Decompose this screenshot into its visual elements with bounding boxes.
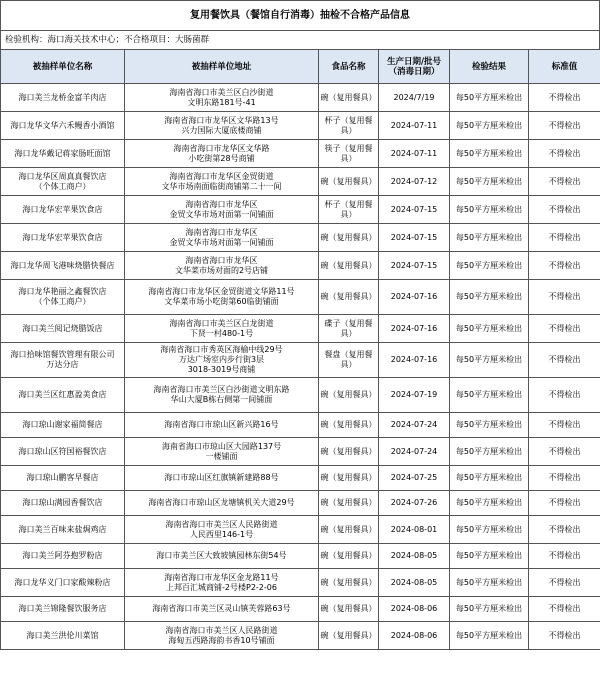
- address-cell: 海口市美兰区大致坡镇园林东街54号: [125, 544, 319, 569]
- date-cell: 2024-07-16: [379, 315, 450, 343]
- food-name-cell: 碗（复用餐具）: [319, 466, 379, 491]
- address-cell: 海口市琼山区红旗镇新建路88号: [125, 466, 319, 491]
- standard-cell: 不得检出: [529, 196, 600, 224]
- unit-name-cell: 海口龙华艳丽之鑫餐饮店 （个体工商户）: [1, 280, 125, 315]
- address-cell: 海南省海口市琼山区大园路137号 一楼铺面: [125, 438, 319, 466]
- unit-name-cell: 海口美兰区红惠盈美食店: [1, 378, 125, 413]
- unit-name-cell: 海口美兰百味来盐焗鸡店: [1, 516, 125, 544]
- date-cell: 2024-08-06: [379, 622, 450, 650]
- standard-cell: 不得检出: [529, 413, 600, 438]
- test-result-cell: 每50平方厘米检出: [450, 280, 529, 315]
- address-cell: 海南省海口市美兰区白沙街道文明东路 华山大厦B栋右侧第一间铺面: [125, 378, 319, 413]
- address-cell: 海南省海口市龙华区 金贸文华市场对面第一间铺面: [125, 196, 319, 224]
- food-name-cell: 碗（复用餐具）: [319, 569, 379, 597]
- test-result-cell: 每50平方厘米检出: [450, 112, 529, 140]
- table-row: [1, 140, 600, 168]
- food-name-cell: 餐盘（复用餐具）: [319, 343, 379, 378]
- food-name-cell: 碗（复用餐具）: [319, 544, 379, 569]
- address-cell: 海南省海口市龙华区金贸街道文华路11号 文华菜市场小吃街第60临街铺面: [125, 280, 319, 315]
- test-result-cell: 每50平方厘米检出: [450, 597, 529, 622]
- unit-name-cell: 海口琼山鹏客早餐店: [1, 466, 125, 491]
- test-result-cell: 每50平方厘米检出: [450, 252, 529, 280]
- address-cell: 海南省海口市龙华区金龙路11号 上邦百汇城商铺-2号楼P2-2-06: [125, 569, 319, 597]
- standard-cell: 不得检出: [529, 280, 600, 315]
- date-cell: 2024-07-11: [379, 140, 450, 168]
- standard-cell: 不得检出: [529, 252, 600, 280]
- test-result-cell: 每50平方厘米检出: [450, 491, 529, 516]
- test-result-cell: 每50平方厘米检出: [450, 140, 529, 168]
- table-row: [1, 252, 600, 280]
- test-result-cell: 每50平方厘米检出: [450, 343, 529, 378]
- test-result-cell: 每50平方厘米检出: [450, 569, 529, 597]
- date-cell: 2024/7/19: [379, 84, 450, 112]
- date-cell: 2024-07-15: [379, 252, 450, 280]
- standard-cell: 不得检出: [529, 168, 600, 196]
- address-cell: 海南省海口市龙华区金贸街道 文华市场南面临街商铺第二十一间: [125, 168, 319, 196]
- table-row: [1, 516, 600, 544]
- date-cell: 2024-07-11: [379, 112, 450, 140]
- address-cell: 海南省海口市秀英区海榆中线29号 万达广场室内步行街3层 3018-3019号商铺: [125, 343, 319, 378]
- table-row: [1, 315, 600, 343]
- date-cell: 2024-07-19: [379, 378, 450, 413]
- address-cell: 海南省海口市龙华区文华路13号 兴力国际大厦底楼商铺: [125, 112, 319, 140]
- date-cell: 2024-07-24: [379, 438, 450, 466]
- food-name-cell: 碗（复用餐具）: [319, 84, 379, 112]
- address-cell: 海南省海口市美兰区人民路街道 人民西里146-1号: [125, 516, 319, 544]
- food-name-cell: 杯子（复用餐具）: [319, 196, 379, 224]
- header-sampled-unit: 被抽样单位名称: [1, 50, 125, 84]
- date-cell: 2024-07-16: [379, 343, 450, 378]
- table-row: [1, 491, 600, 516]
- standard-cell: 不得检出: [529, 224, 600, 252]
- table-row: [1, 438, 600, 466]
- table-row: [1, 466, 600, 491]
- standard-cell: 不得检出: [529, 140, 600, 168]
- date-cell: 2024-08-05: [379, 544, 450, 569]
- food-name-cell: 碗（复用餐具）: [319, 168, 379, 196]
- test-result-cell: 每50平方厘米检出: [450, 544, 529, 569]
- standard-cell: 不得检出: [529, 112, 600, 140]
- table-row: [1, 378, 600, 413]
- unit-name-cell: 海口美兰龙桥金富羊肉店: [1, 84, 125, 112]
- food-name-cell: 碟子（复用餐具）: [319, 315, 379, 343]
- test-result-cell: 每50平方厘米检出: [450, 516, 529, 544]
- date-cell: 2024-08-01: [379, 516, 450, 544]
- food-name-cell: 碗（复用餐具）: [319, 622, 379, 650]
- header-test-result: 检验结果: [450, 50, 529, 84]
- test-result-cell: 每50平方厘米检出: [450, 622, 529, 650]
- standard-cell: 不得检出: [529, 378, 600, 413]
- address-cell: 海南省海口市琼山区龙塘镇机关大道29号: [125, 491, 319, 516]
- unit-name-cell: 海口龙华宏苹果饮食店: [1, 224, 125, 252]
- unit-name-cell: 海口美兰阅记烧腊饭店: [1, 315, 125, 343]
- date-cell: 2024-07-12: [379, 168, 450, 196]
- unit-name-cell: 海口龙华区周真真餐饮店 （个体工商户）: [1, 168, 125, 196]
- address-cell: 海南省海口市龙华区 金贸文华市场对面第一间铺面: [125, 224, 319, 252]
- date-cell: 2024-08-06: [379, 597, 450, 622]
- unit-name-cell: 海口龙华戴记蒋家肠旺面馆: [1, 140, 125, 168]
- standard-cell: 不得检出: [529, 84, 600, 112]
- table-row: [1, 280, 600, 315]
- standard-cell: 不得检出: [529, 491, 600, 516]
- address-cell: 海南省海口市琼山区新兴路16号: [125, 413, 319, 438]
- header-standard: 标准值: [529, 50, 600, 84]
- unit-name-cell: 海口美兰阿芬抱罗粉店: [1, 544, 125, 569]
- food-name-cell: 碗（复用餐具）: [319, 413, 379, 438]
- table-row: [1, 224, 600, 252]
- date-cell: 2024-07-26: [379, 491, 450, 516]
- standard-cell: 不得检出: [529, 438, 600, 466]
- standard-cell: 不得检出: [529, 569, 600, 597]
- unit-name-cell: 海口美兰锦隆餐饮服务店: [1, 597, 125, 622]
- standard-cell: 不得检出: [529, 315, 600, 343]
- table-row: [1, 622, 600, 650]
- address-cell: 海南省海口市龙华区 文华菜市场对面的2号店铺: [125, 252, 319, 280]
- table-row: [1, 343, 600, 378]
- table-row: [1, 569, 600, 597]
- food-name-cell: 碗（复用餐具）: [319, 224, 379, 252]
- food-name-cell: 碗（复用餐具）: [319, 516, 379, 544]
- unit-name-cell: 海口龙华宏苹果饮食店: [1, 196, 125, 224]
- date-cell: 2024-07-25: [379, 466, 450, 491]
- table-row: [1, 112, 600, 140]
- header-food-name: 食品名称: [319, 50, 379, 84]
- date-cell: 2024-07-24: [379, 413, 450, 438]
- date-cell: 2024-07-15: [379, 196, 450, 224]
- unit-name-cell: 海口龙华义门口家酸辣粉店: [1, 569, 125, 597]
- address-cell: 海南省海口市美兰区白沙街道 文明东路181号-41: [125, 84, 319, 112]
- food-name-cell: 碗（复用餐具）: [319, 280, 379, 315]
- unit-name-cell: 海口美兰洪伦川菜馆: [1, 622, 125, 650]
- standard-cell: 不得检出: [529, 343, 600, 378]
- address-cell: 海南省海口市龙华区文华路 小吃街第28号商铺: [125, 140, 319, 168]
- food-name-cell: 碗（复用餐具）: [319, 252, 379, 280]
- address-cell: 海南省海口市美兰区人民路街道 海甸五西路海韵书香10号铺面: [125, 622, 319, 650]
- food-name-cell: 碗（复用餐具）: [319, 438, 379, 466]
- test-result-cell: 每50平方厘米检出: [450, 466, 529, 491]
- standard-cell: 不得检出: [529, 544, 600, 569]
- standard-cell: 不得检出: [529, 597, 600, 622]
- address-cell: 海南省海口市美兰区白龙街道 下贤一村480-1号: [125, 315, 319, 343]
- table-row: [1, 84, 600, 112]
- unit-name-cell: 海口龙华文华六禾鳗香小酒馆: [1, 112, 125, 140]
- test-result-cell: 每50平方厘米检出: [450, 413, 529, 438]
- unit-name-cell: 海口琼山区符国裕餐饮店: [1, 438, 125, 466]
- table-row: [1, 168, 600, 196]
- inspection-info: 检验机构：海口海关技术中心；不合格项目：大肠菌群: [0, 30, 600, 49]
- food-name-cell: 碗（复用餐具）: [319, 597, 379, 622]
- results-table: [0, 49, 600, 650]
- unit-name-cell: 海口龙华周飞港味烧腊快餐店: [1, 252, 125, 280]
- test-result-cell: 每50平方厘米检出: [450, 196, 529, 224]
- standard-cell: 不得检出: [529, 516, 600, 544]
- date-cell: 2024-07-16: [379, 280, 450, 315]
- test-result-cell: 每50平方厘米检出: [450, 378, 529, 413]
- unit-name-cell: 海口琼山满园香餐饮店: [1, 491, 125, 516]
- address-cell: 海南省海口市美兰区灵山镇芙蓉路63号: [125, 597, 319, 622]
- unit-name-cell: 海口拾味馆餐饮管理有限公司 万达分店: [1, 343, 125, 378]
- date-cell: 2024-08-05: [379, 569, 450, 597]
- report-title: 复用餐饮具（餐馆自行消毒）抽检不合格产品信息: [0, 0, 600, 30]
- header-production-date: 生产日期/批号 （消毒日期）: [379, 50, 450, 84]
- table-row: [1, 413, 600, 438]
- test-result-cell: 每50平方厘米检出: [450, 224, 529, 252]
- table-header-row: [1, 50, 600, 84]
- test-result-cell: 每50平方厘米检出: [450, 84, 529, 112]
- test-result-cell: 每50平方厘米检出: [450, 438, 529, 466]
- table-row: [1, 196, 600, 224]
- food-name-cell: 杯子（复用餐具）: [319, 112, 379, 140]
- test-result-cell: 每50平方厘米检出: [450, 315, 529, 343]
- table-body: [1, 84, 600, 650]
- standard-cell: 不得检出: [529, 466, 600, 491]
- table-row: [1, 597, 600, 622]
- header-address: 被抽样单位地址: [125, 50, 319, 84]
- food-name-cell: 筷子（复用餐具）: [319, 140, 379, 168]
- table-row: [1, 544, 600, 569]
- food-name-cell: 碗（复用餐具）: [319, 378, 379, 413]
- food-name-cell: 碗（复用餐具）: [319, 491, 379, 516]
- unit-name-cell: 海口琼山谢家福简餐店: [1, 413, 125, 438]
- test-result-cell: 每50平方厘米检出: [450, 168, 529, 196]
- standard-cell: 不得检出: [529, 622, 600, 650]
- date-cell: 2024-07-15: [379, 224, 450, 252]
